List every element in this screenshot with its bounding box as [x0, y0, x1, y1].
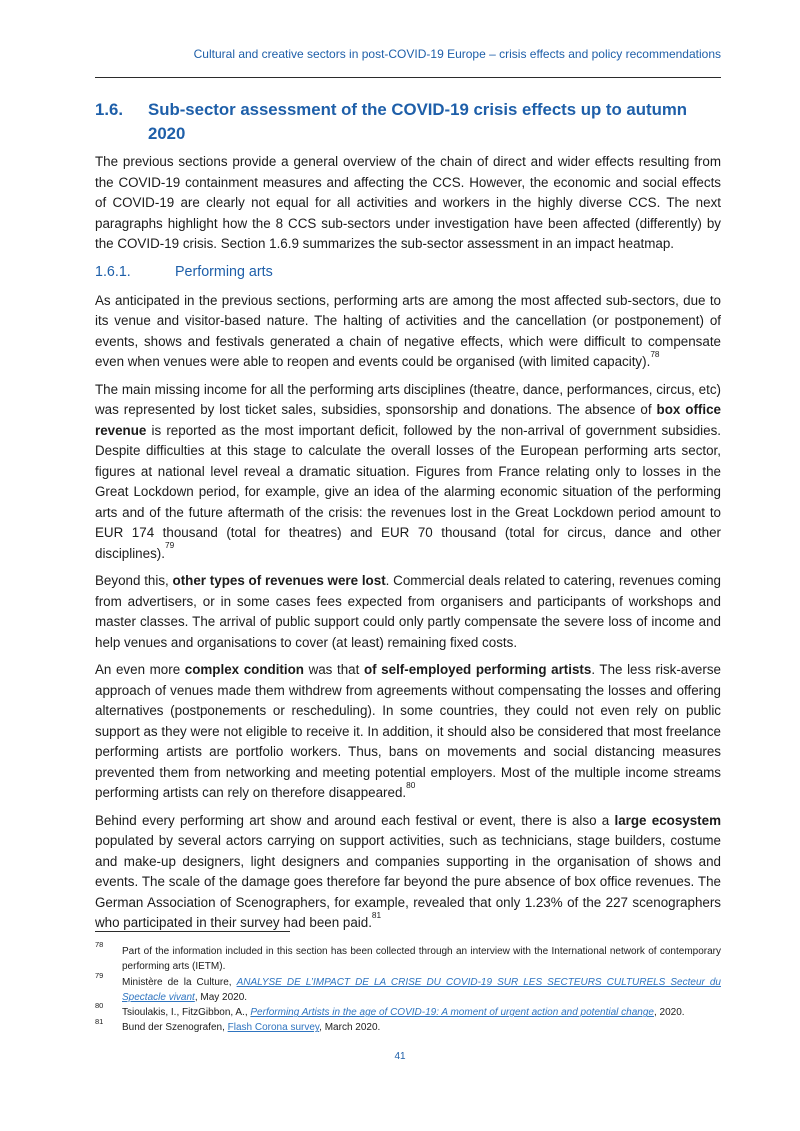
- footnotes-list: [95, 940, 721, 1036]
- intro-paragraph-container: [95, 152, 721, 255]
- text-run: Tsioulakis, I., FitzGibbon, A.,: [122, 1007, 251, 1019]
- paragraph: [95, 660, 721, 804]
- text-run: other types of revenues were lost: [172, 573, 386, 588]
- text-run: Bund der Szenografen,: [122, 1022, 228, 1034]
- footnote-separator: [95, 931, 290, 932]
- text-run: is reported as the most important deficit, followed by the non-arrival of government subsidies. Despite difficulties at this stage to calculate the overall losses of the European performing arts sector, figures at national level reveal a dramatic situation. Figures from France relating only to losses in the Great Lockdown period, for example, give an idea of the alarming economic situation of the performing arts and of the future aftermath of the crisis: the revenues lost in the Great Lockdown period amount to EUR 174 thousand (total for theatres) and EUR 70 thousand (total for circus, dance and other disciplines).: [95, 422, 721, 561]
- section-title: Sub-sector assessment of the COVID-19 crisis effects up to autumn 2020: [148, 100, 687, 143]
- text-run: box office revenue: [95, 402, 721, 438]
- footnote-ref: 79: [164, 540, 175, 551]
- text-run: was that: [303, 662, 364, 677]
- text-run: . The less risk-averse approach of venues made them withdrew from agreements without compensating the losses and offering alternatives (postponements or rescheduling). In some countries, they could not even rely on public support as they were not eligible to receive it. In addition, it should also be considered that most freelance performing artists are portfolio workers. Thus, bans on movements and social distancing measures prevented them from networking and meeting potential employers. Most of the multiple income streams performing artists can rely on therefore disappeared.: [95, 662, 721, 800]
- text-run: Part of the information included in this section has been collected through an interview with the International network of contemporary performing arts (IETM).: [122, 946, 721, 973]
- text-run: populated by several actors carrying on support activities, such as technicians, stage builders, costume and make-up designers, light designers and companies supporting in the organisation of shows and events. The scale of the damage goes therefore far beyond the pure absence of box office revenues. The German Association of Scenographers, for example, revealed that only 1.23% of the 227 scenographers who participated in their survey had been paid.: [95, 833, 721, 930]
- subsection-title: Performing arts: [175, 263, 273, 280]
- paragraph: [95, 571, 721, 653]
- footnote-link[interactable]: Performing Artists in the age of COVID-19: A moment of urgent action and potential change: [250, 1007, 654, 1019]
- footnote: [95, 970, 721, 1006]
- footnote-ref: 81: [371, 909, 382, 920]
- page-number: 41: [394, 1051, 406, 1062]
- footnote-link[interactable]: Flash Corona survey: [227, 1022, 320, 1034]
- footnote: [95, 1001, 721, 1020]
- footnote: [95, 940, 721, 975]
- running-header: [95, 47, 721, 61]
- header-rule: [95, 77, 721, 78]
- footnote-marker: 78: [95, 940, 104, 950]
- footnote-link[interactable]: ANALYSE DE L’IMPACT DE LA CRISE DU COVID-19 SUR LES SECTEURS CULTURELS Secteur du Spectacle vivant: [122, 976, 721, 1003]
- section-number: 1.6.: [95, 100, 123, 119]
- paragraph: [95, 811, 721, 934]
- footnote-ref: 78: [650, 348, 660, 359]
- footnotes-block: [95, 931, 721, 1036]
- text-run: As anticipated in the previous sections, performing arts are among the most affected sub-sectors, due to its venue and visitor-based nature. The halting of activities and the cancellation (or postponement) of events, shows and festivals generated a chain of negative effects, which were difficult to compensate even when venues were able to reopen and events could be organised (with limited capacity).: [95, 292, 721, 369]
- paragraph: [95, 152, 721, 255]
- footnote-ref: 80: [406, 779, 416, 790]
- body-paragraphs: [95, 291, 721, 934]
- text-run: Ministère de la Culture,: [122, 976, 237, 988]
- text-run: Beyond this,: [95, 573, 173, 588]
- text-run: The previous sections provide a general overview of the chain of direct and wider effects resulting from the COVID-19 containment measures and affecting the CCS. However, the economic and social effects of COVID-19 are clearly not equal for all activities and workers in the highly diverse CCS. The next paragraphs highlight how the 8 CCS sub-sectors under investigation have been affected (differently) by the COVID-19 crisis. Section 1.6.9 summarizes the sub-sector assessment in an impact heatmap.: [95, 154, 721, 251]
- paragraph: [95, 291, 721, 373]
- text-run: , 2020.: [653, 1007, 685, 1019]
- footnote-marker: 81: [95, 1016, 104, 1026]
- text-run: An even more: [95, 662, 185, 677]
- footnote-text: [122, 1020, 721, 1035]
- section-heading: [95, 98, 721, 146]
- footnote-marker: 79: [95, 970, 104, 980]
- subsection-number: 1.6.1.: [95, 263, 131, 280]
- text-run: Behind every performing art show and around each festival or event, there is also a: [95, 812, 615, 828]
- text-run: , March 2020.: [319, 1022, 381, 1034]
- running-title: Cultural and creative sectors in post-COVID-19 Europe – crisis effects and policy recommendations: [193, 47, 721, 61]
- text-run: The main missing income for all the performing arts disciplines (theatre, dance, performances, circus, etc) was represented by lost ticket sales, subsidies, sponsorship and donations. The absence of: [95, 381, 721, 417]
- footnote: [95, 1016, 721, 1035]
- text-run: complex condition: [184, 662, 304, 677]
- text-run: , May 2020.: [194, 991, 248, 1003]
- paragraph: [95, 380, 721, 565]
- footnote-marker: 80: [95, 1001, 104, 1011]
- footnote-text: [122, 975, 721, 1006]
- text-run: . Commercial deals related to catering, revenues coming from advertisers, or in some cases fees expected from organisers and participants of workshops and master classes. The arrival of public support could only partly compensate the severe loss of income and help venues and organisations to cover (at least) remaining fixed costs.: [95, 573, 721, 650]
- text-run: large ecosystem: [614, 812, 721, 828]
- footnote-text: [122, 1005, 721, 1020]
- footnote-text: [122, 944, 721, 975]
- subsection-heading: [95, 262, 721, 282]
- text-run: of self-employed performing artists: [363, 662, 592, 677]
